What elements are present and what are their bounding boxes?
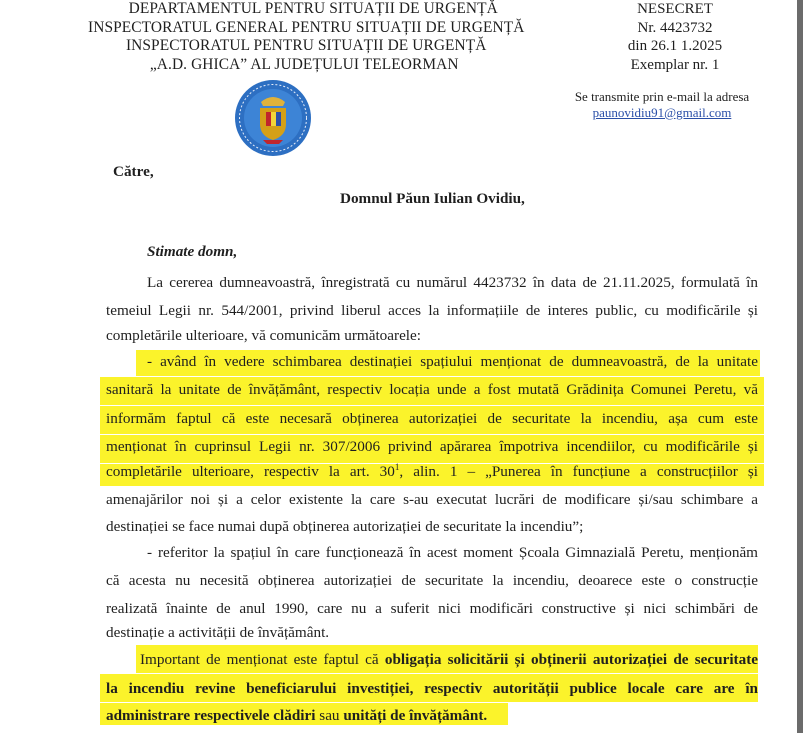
transmit-note-block: [567, 89, 757, 121]
art30-rest: , alin. 1 – „Punerea în funcțiune a construcțiilor și: [399, 463, 758, 480]
body-line: că acesta nu necesită obținerea autorizației de securitate la incendiu, deoarece este o construcție: [106, 572, 758, 589]
header-line-2: INSPECTORATUL GENERAL PENTRU SITUAȚII DE URGENȚĂ: [88, 18, 525, 36]
body-line: destinației se face numai după obținerea autorizației de securitate la incendiu”;: [106, 518, 584, 535]
salutation: Stimate domn,: [147, 243, 238, 260]
body-line: La cererea dumneavoastră, înregistrată cu numărul 4423732 în data de 21.11.2025, formulată în: [147, 274, 758, 291]
igsu-crest-icon: [233, 78, 313, 158]
important-bold: obligația solicitării și obținerii autorizației de securitate: [384, 651, 759, 668]
header-line-1: DEPARTAMENTUL PENTRU SITUAȚII DE URGENȚĂ: [128, 0, 498, 17]
scan-edge: [797, 0, 803, 733]
body-line: la incendiu revine beneficiarului investiției, respectiv autorității publice locale care are în: [106, 680, 758, 697]
body-line-art30: [106, 463, 758, 481]
email-link[interactable]: paunovidiu91@gmail.com: [592, 105, 732, 120]
classification-label: NESECRET: [637, 1, 713, 17]
body-line: menționat în cuprinsul Legii nr. 307/2006 privind apărarea împotriva incendiilor, cu modificările și: [106, 438, 758, 455]
body-line: destinație a activității de învățământ.: [106, 624, 330, 641]
institution-header: [88, 0, 524, 74]
final-bold-1: administrare respectivele clădiri: [106, 707, 316, 724]
document-date: din 26.1 1.2025: [627, 38, 723, 55]
art30-text: completările ulterioare, respectiv la art. 30: [106, 463, 395, 480]
important-intro: Important de menționat este faptul că: [140, 651, 385, 668]
body-line: completările ulterioare, vă comunicăm următoarele:: [106, 327, 421, 344]
header-line-4: „A.D. GHICA” AL JUDEȚULUI TELEORMAN: [149, 55, 459, 73]
body-line: - având în vedere schimbarea destinației spațiului menționat de dumneavoastră, de la unitate: [147, 353, 758, 370]
art30-superscript: 1: [394, 461, 400, 472]
document-reference: [600, 0, 750, 74]
body-line: amenajărilor noi și a celor existente la care s-au executat lucrări de modificare și/sau schimbare a: [106, 491, 758, 508]
transmit-note: Se transmite prin e-mail la adresa: [574, 89, 750, 104]
final-bold-2: unități de învățământ.: [343, 707, 488, 724]
registration-number: Nr. 4423732: [637, 19, 713, 36]
to-label: Către,: [113, 163, 154, 180]
body-line: realizată înainte de anul 1990, care nu a suferit nici modificări constructive și nici schimbări de: [106, 600, 758, 617]
copy-number: Exemplar nr. 1: [630, 56, 720, 73]
body-line-final: [106, 707, 758, 725]
header-line-3: INSPECTORATUL PENTRU SITUAȚII DE URGENȚĂ: [125, 37, 487, 55]
body-line: - referitor la spațiul în care funcționează în acest moment Școala Gimnazială Peretu, menționăm: [147, 544, 758, 561]
final-connector: sau: [315, 707, 344, 724]
body-line-important: [140, 651, 758, 669]
body-line: informăm faptul că este necesară obținerea autorizației de securitate la incendiu, așa cum este: [106, 410, 758, 427]
body-line: sanitară la unitate de învățământ, respectiv locația unde a fost mutată Grădinița Comunei Peretu, vă: [106, 381, 758, 398]
recipient-name: Domnul Păun Iulian Ovidiu,: [340, 190, 525, 207]
body-line: temeiul Legii nr. 544/2001, privind liberul acces la informațiile de interes public, cu modificările și: [106, 302, 758, 319]
